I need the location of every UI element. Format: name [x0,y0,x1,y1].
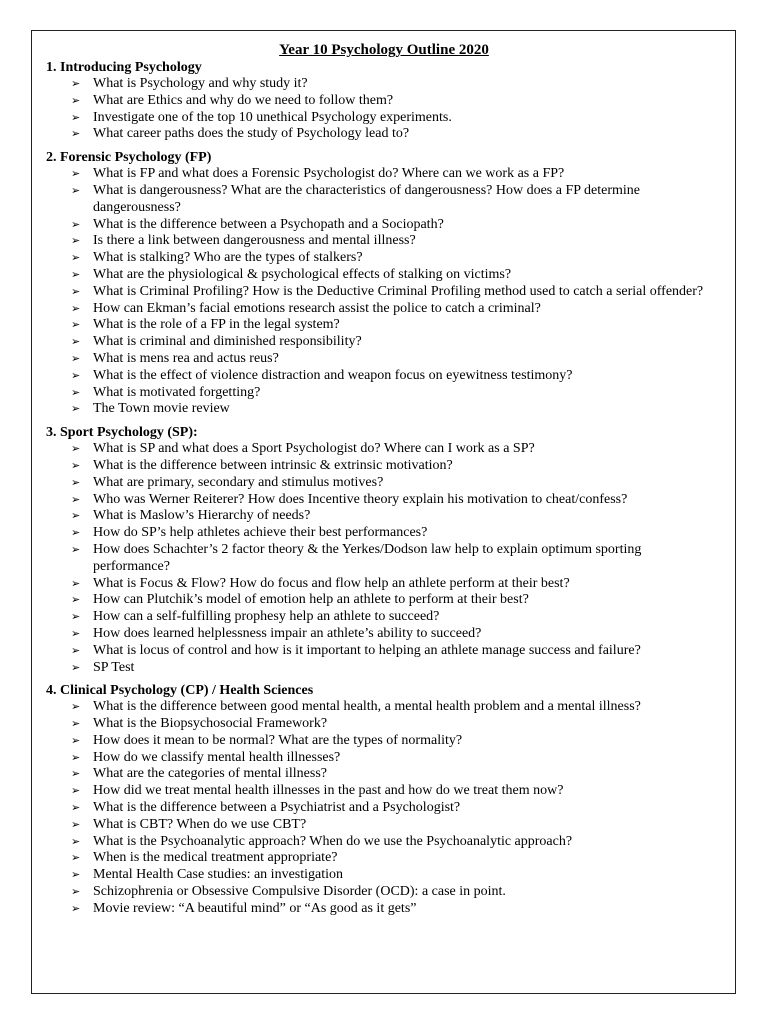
list-item-text: What is the difference between intrinsic & extrinsic motivation? [93,457,453,473]
arrow-bullet-icon: ➢ [71,817,81,831]
list-item-text: How do we classify mental health illnesses? [93,749,341,765]
arrow-bullet-icon: ➢ [71,351,81,365]
list-item [46,76,716,93]
arrow-bullet-icon: ➢ [71,110,81,124]
arrow-bullet-icon: ➢ [71,767,81,781]
section-heading: 2. Forensic Psychology (FP) [46,150,212,166]
arrow-bullet-icon: ➢ [71,402,81,416]
arrow-bullet-icon: ➢ [71,733,81,747]
list-item-text: What is the Biopsychosocial Framework? [93,716,328,732]
arrow-bullet-icon: ➢ [71,526,81,540]
arrow-bullet-icon: ➢ [71,801,81,815]
list-item-text: What are primary, secondary and stimulus motives? [93,474,384,490]
list-item-text: What is locus of control and how is it important to helping an athlete manage success and failure? [93,642,641,658]
document-title-text: Year 10 Psychology Outline 2020 [279,42,489,58]
list-item [46,783,716,800]
outline-section [46,59,716,143]
list-item-text: The Town movie review [93,401,230,417]
list-item [46,699,716,716]
arrow-bullet-icon: ➢ [71,251,81,265]
arrow-bullet-icon: ➢ [71,301,81,315]
list-item [46,368,716,385]
list-item-text: What is FP and what does a Forensic Psychologist do? Where can we work as a FP? [93,166,565,182]
list-item [46,441,716,458]
list-item [46,233,716,250]
list-item [46,766,716,783]
list-item [46,301,716,318]
list-item [46,317,716,334]
arrow-bullet-icon: ➢ [71,834,81,848]
arrow-bullet-icon: ➢ [71,509,81,523]
list-item [46,716,716,733]
section-item-list [46,166,716,418]
arrow-bullet-icon: ➢ [71,183,81,197]
arrow-bullet-icon: ➢ [71,660,81,674]
list-item-text: Mental Health Case studies: an investigation [93,867,344,883]
list-item [46,217,716,234]
list-item-text: How can Plutchik’s model of emotion help an athlete to perform at their best? [93,592,529,608]
list-item-text: What is the role of a FP in the legal system? [93,317,340,333]
list-item [46,884,716,901]
list-item-text: What are the physiological & psychological effects of stalking on victims? [93,266,512,282]
list-item-text: What career paths does the study of Psychology lead to? [93,126,410,142]
list-item-text: What is Focus & Flow? How do focus and flow help an athlete perform at their best? [93,575,570,591]
arrow-bullet-icon: ➢ [71,475,81,489]
section-heading: 1. Introducing Psychology [46,60,202,75]
list-item [46,576,716,593]
arrow-bullet-icon: ➢ [71,717,81,731]
list-item [46,385,716,402]
arrow-bullet-icon: ➢ [71,643,81,657]
list-item-text: How does it mean to be normal? What are the types of normality? [93,732,463,748]
arrow-bullet-icon: ➢ [71,234,81,248]
list-item [46,284,716,301]
arrow-bullet-icon: ➢ [71,458,81,472]
list-item [46,458,716,475]
list-item-text: What is Psychology and why study it? [93,76,308,91]
list-item-text: What is Criminal Profiling? How is the Deductive Criminal Profiling method used to catch a serial offender? [93,283,704,299]
arrow-bullet-icon: ➢ [71,901,81,915]
list-item [46,733,716,750]
arrow-bullet-icon: ➢ [71,442,81,456]
arrow-bullet-icon: ➢ [71,267,81,281]
arrow-bullet-icon: ➢ [71,626,81,640]
arrow-bullet-icon: ➢ [71,885,81,899]
arrow-bullet-icon: ➢ [71,492,81,506]
list-item-text: What is the effect of violence distraction and weapon focus on eyewitness testimony? [93,367,573,383]
list-item [46,643,716,660]
outline-content [46,59,716,918]
list-item [46,126,716,143]
outline-section [46,424,716,676]
list-item [46,334,716,351]
list-item [46,626,716,643]
list-item [46,250,716,267]
section-heading: 4. Clinical Psychology (CP) / Health Sciences [46,683,314,699]
arrow-bullet-icon: ➢ [71,167,81,181]
list-item [46,183,716,217]
section-item-list [46,699,716,917]
list-item [46,475,716,492]
arrow-bullet-icon: ➢ [71,576,81,590]
arrow-bullet-icon: ➢ [71,851,81,865]
list-item-text: How does Schachter’s 2 factor theory & the Yerkes/Dodson law help to explain optimum sporting performance? [93,541,642,574]
outline-section [46,682,716,917]
arrow-bullet-icon: ➢ [71,385,81,399]
list-item [46,750,716,767]
list-item-text: What is mens rea and actus reus? [93,350,279,366]
list-item-text: What is the difference between a Psychiatrist and a Psychologist? [93,800,461,816]
list-item [46,542,716,576]
list-item-text: What is CBT? When do we use CBT? [93,816,307,832]
list-item [46,901,716,918]
arrow-bullet-icon: ➢ [71,593,81,607]
arrow-bullet-icon: ➢ [71,335,81,349]
list-item [46,267,716,284]
list-item [46,660,716,677]
arrow-bullet-icon: ➢ [71,368,81,382]
list-item-text: How do SP’s help athletes achieve their best performances? [93,525,428,541]
list-item [46,166,716,183]
list-item-text: What is SP and what does a Sport Psychologist do? Where can I work as a SP? [93,441,535,457]
list-item [46,592,716,609]
list-item-text: What is Maslow’s Hierarchy of needs? [93,508,311,524]
outline-section [46,149,716,418]
list-item-text: What is motivated forgetting? [93,384,261,400]
section-item-list [46,441,716,676]
list-item-text: What is dangerousness? What are the characteristics of dangerousness? How does a FP determine dangerousness? [93,182,640,215]
arrow-bullet-icon: ➢ [71,284,81,298]
arrow-bullet-icon: ➢ [71,542,81,556]
list-item-text: What is stalking? Who are the types of stalkers? [93,250,363,266]
arrow-bullet-icon: ➢ [71,127,81,141]
list-item-text: How did we treat mental health illnesses in the past and how do we treat them now? [93,783,564,799]
list-item-text: How does learned helplessness impair an athlete’s ability to succeed? [93,625,482,641]
arrow-bullet-icon: ➢ [71,77,81,90]
arrow-bullet-icon: ➢ [71,93,81,107]
list-item-text: What are Ethics and why do we need to follow them? [93,92,394,108]
list-item [46,93,716,110]
list-item [46,850,716,867]
list-item-text: What is the difference between good mental health, a mental health problem and a mental illness? [93,699,641,715]
arrow-bullet-icon: ➢ [71,784,81,798]
list-item-text: Who was Werner Reiterer? How does Incentive theory explain his motivation to cheat/confess? [93,491,628,507]
document-title [0,42,768,59]
list-item [46,492,716,509]
list-item [46,110,716,127]
list-item [46,800,716,817]
arrow-bullet-icon: ➢ [71,610,81,624]
list-item [46,525,716,542]
list-item-text: What is the Psychoanalytic approach? When do we use the Psychoanalytic approach? [93,833,573,849]
list-item-text: What is criminal and diminished responsibility? [93,334,362,350]
list-item [46,834,716,851]
list-item [46,351,716,368]
list-item-text: When is the medical treatment appropriate? [93,850,338,866]
arrow-bullet-icon: ➢ [71,318,81,332]
arrow-bullet-icon: ➢ [71,700,81,714]
list-item-text: How can a self-fulfilling prophesy help an athlete to succeed? [93,609,440,625]
list-item [46,401,716,418]
list-item-text: What are the categories of mental illness? [93,766,328,782]
section-item-list [46,76,716,143]
arrow-bullet-icon: ➢ [71,217,81,231]
list-item-text: Is there a link between dangerousness and mental illness? [93,233,416,249]
list-item [46,609,716,626]
section-heading: 3. Sport Psychology (SP): [46,425,198,441]
list-item-text: Investigate one of the top 10 unethical Psychology experiments. [93,109,452,125]
list-item [46,817,716,834]
arrow-bullet-icon: ➢ [71,750,81,764]
list-item-text: What is the difference between a Psychopath and a Sociopath? [93,216,444,232]
list-item [46,508,716,525]
list-item [46,867,716,884]
arrow-bullet-icon: ➢ [71,868,81,882]
list-item-text: Movie review: “A beautiful mind” or “As good as it gets” [93,900,417,916]
list-item-text: Schizophrenia or Obsessive Compulsive Disorder (OCD): a case in point. [93,884,506,900]
list-item-text: SP Test [93,659,135,675]
list-item-text: How can Ekman’s facial emotions research assist the police to catch a criminal? [93,300,541,316]
